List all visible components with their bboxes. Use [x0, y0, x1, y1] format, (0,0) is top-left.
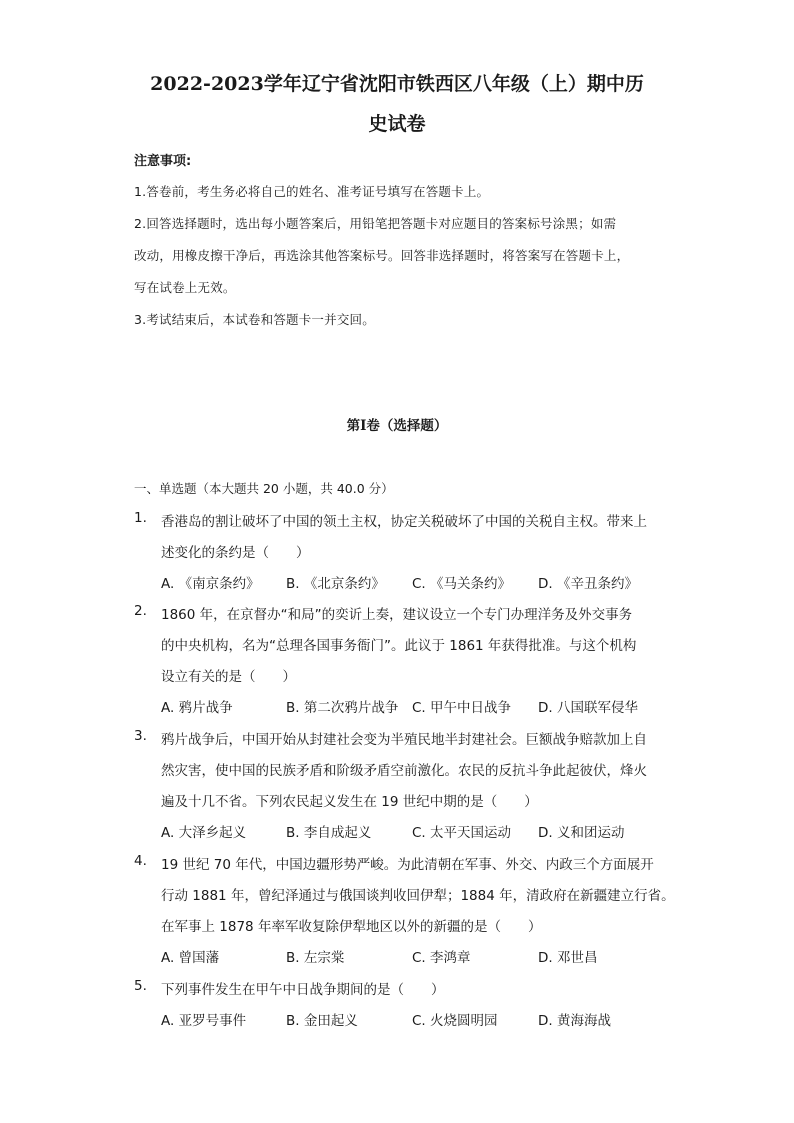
option-a: A. 《南京条约》 — [161, 576, 260, 592]
section-title: 第I卷（选择题） — [346, 418, 448, 434]
question-text-line: 下列事件发生在甲午中日战争期间的是（ ） — [161, 982, 445, 998]
notice-heading: 注意事项: — [134, 154, 192, 169]
question-text-line: 19 世纪 70 年代，中国边疆形势严峻。为此清朝在军事、外交、内政三个方面展开 — [161, 857, 654, 873]
option-d: D. 邓世昌 — [538, 950, 598, 966]
option-b: B. 金田起义 — [286, 1013, 358, 1029]
question-text-line: 鸦片战争后，中国开始从封建社会变为半殖民地半封建社会。巨额战争赔款加上自 — [161, 732, 647, 748]
option-b: B. 左宗棠 — [286, 950, 345, 966]
question-number: 3. — [134, 728, 147, 744]
option-b: B. 第二次鸦片战争 — [286, 700, 399, 716]
option-d: D. 八国联军侵华 — [538, 700, 638, 716]
notice-line: 改动，用橡皮擦干净后，再选涂其他答案标号。回答非选择题时，将答案写在答题卡上， — [134, 248, 630, 263]
question-text-line: 的中央机构，名为“总理各国事务衙门”。此议于 1861 年获得批准。与这个机构 — [161, 638, 637, 654]
notice-line: 1.答卷前，考生务必将自己的姓名、准考证号填写在答题卡上。 — [134, 184, 490, 199]
part-heading: 一、单选题（本大题共 20 小题，共 40.0 分） — [134, 481, 394, 496]
option-b: B. 李自成起义 — [286, 825, 372, 841]
option-a: A. 亚罗号事件 — [161, 1013, 247, 1029]
question-text-line: 在军事上 1878 年率军收复除伊犁地区以外的新疆的是（ ） — [161, 919, 542, 935]
notice-line: 3.考试结束后，本试卷和答题卡一并交回。 — [134, 312, 375, 327]
option-d: D. 《辛丑条约》 — [538, 576, 638, 592]
question-text-line: 行动 1881 年，曾纪泽通过与俄国谈判收回伊犁；1884 年，清政府在新疆建立行省。 — [161, 888, 675, 904]
exam-title-line-1: 2022-2023学年辽宁省沈阳市铁西区八年级（上）期中历 — [150, 73, 644, 95]
option-a: A. 曾国藩 — [161, 950, 220, 966]
question-number: 5. — [134, 978, 147, 994]
question-number: 2. — [134, 603, 147, 619]
option-d: D. 黄海海战 — [538, 1013, 611, 1029]
notice-line: 写在试卷上无效。 — [134, 280, 236, 295]
option-c: C. 甲午中日战争 — [412, 700, 512, 716]
question-text-line: 香港岛的割让破坏了中国的领土主权，协定关税破坏了中国的关税自主权。带来上 — [161, 514, 647, 530]
question-text-line: 设立有关的是（ ） — [161, 669, 296, 685]
question-number: 4. — [134, 853, 147, 869]
question-text-line: 1860 年，在京督办“和局”的奕䜣上奏，建议设立一个专门办理洋务及外交事务 — [161, 607, 633, 623]
option-a: A. 大泽乡起义 — [161, 825, 247, 841]
option-b: B. 《北京条约》 — [286, 576, 385, 592]
option-d: D. 义和团运动 — [538, 825, 625, 841]
question-text-line: 述变化的条约是（ ） — [161, 545, 310, 561]
exam-title-line-2: 史试卷 — [368, 113, 426, 135]
question-number: 1. — [134, 510, 147, 526]
question-text-line: 遍及十几不省。下列农民起义发生在 19 世纪中期的是（ ） — [161, 794, 538, 810]
option-c: C. 李鸿章 — [412, 950, 471, 966]
option-c: C. 《马关条约》 — [412, 576, 512, 592]
option-c: C. 火烧圆明园 — [412, 1013, 498, 1029]
option-a: A. 鸦片战争 — [161, 700, 233, 716]
option-c: C. 太平天国运动 — [412, 825, 512, 841]
notice-line: 2.回答选择题时，选出每小题答案后，用铅笔把答题卡对应题目的答案标号涂黑；如需 — [134, 216, 617, 231]
question-text-line: 然灾害，使中国的民族矛盾和阶级矛盾空前激化。农民的反抗斗争此起彼伏，烽火 — [161, 763, 647, 779]
